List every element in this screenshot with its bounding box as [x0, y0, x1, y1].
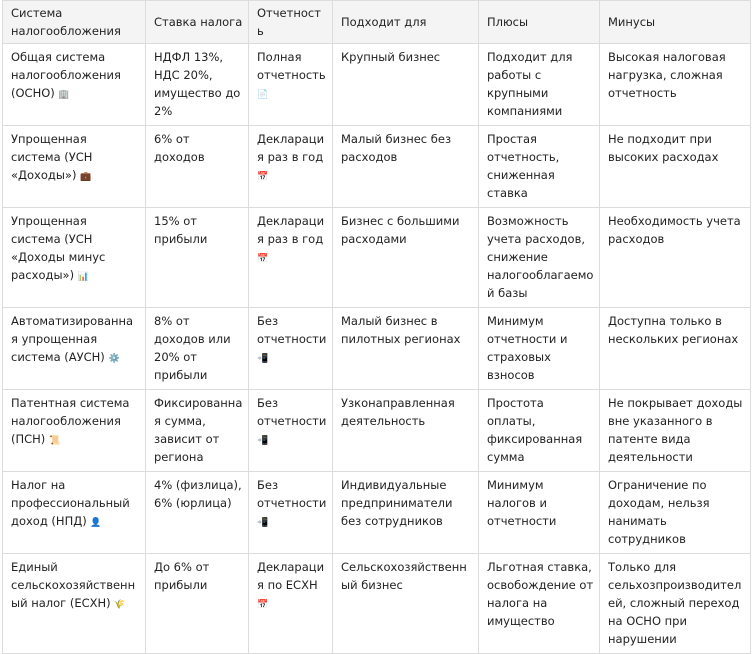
cell-rate: До 6% от прибыли [146, 554, 249, 654]
cell-pros: Возможность учета расходов, снижение налогооблагаемой базы [479, 208, 600, 308]
cell-cons: Ограничение по доходам, нельзя нанимать сотрудников [600, 472, 751, 554]
cell-rate: Фиксированная сумма, зависит от региона [146, 390, 249, 472]
system-label: Общая система налогообложения (ОСНО) [11, 50, 121, 100]
table-row [3, 44, 751, 126]
document-icon: 📄 [257, 90, 269, 100]
system-label: Налог на профессиональный доход (НПД) [11, 478, 130, 528]
cell-reporting [249, 44, 333, 126]
mobile-phone-icon: 📲 [257, 436, 269, 446]
system-label: Упрощенная система (УСН «Доходы минус расходы») [11, 214, 106, 282]
cell-system [3, 308, 146, 390]
system-label: Патентная система налогообложения (ПСН) [11, 396, 130, 446]
reporting-label: Без отчетности [257, 314, 327, 346]
calendar-icon: 📅 [257, 172, 269, 182]
reporting-label: Без отчетности [257, 478, 327, 510]
header-system: Система налогообложения [3, 1, 146, 44]
cell-cons: Только для сельхозпроизводителей, сложный переход на ОСНО при нарушении [600, 554, 751, 654]
cell-suitable: Бизнес с большими расходами [333, 208, 479, 308]
calendar-icon: 📅 [257, 254, 269, 264]
mobile-phone-icon: 📲 [257, 354, 269, 364]
cell-pros: Льготная ставка, освобождение от налога на имущество [479, 554, 600, 654]
system-label: Автоматизированная упрощенная система (АУСН) [11, 314, 134, 364]
reporting-label: Декларация раз в год [257, 214, 325, 246]
mobile-phone-icon: 📲 [257, 518, 269, 528]
cell-suitable: Крупный бизнес [333, 44, 479, 126]
cell-suitable: Сельскохозяйственный бизнес [333, 554, 479, 654]
cell-rate: 8% от доходов или 20% от прибыли [146, 308, 249, 390]
table-row [3, 472, 751, 554]
calendar-icon: 📅 [257, 600, 269, 610]
cell-rate: 15% от прибыли [146, 208, 249, 308]
cell-system [3, 390, 146, 472]
table-row [3, 208, 751, 308]
wheat-icon: 🌾 [114, 600, 126, 610]
header-suitable: Подходит для [333, 1, 479, 44]
reporting-label: Без отчетности [257, 396, 327, 428]
cell-cons: Доступна только в нескольких регионах [600, 308, 751, 390]
cell-suitable: Малый бизнес без расходов [333, 126, 479, 208]
cell-suitable: Индивидуальные предприниматели без сотрудников [333, 472, 479, 554]
table-row [3, 390, 751, 472]
cell-reporting [249, 126, 333, 208]
briefcase-icon: 💼 [80, 172, 92, 182]
cell-rate: 4% (физлица), 6% (юрлица) [146, 472, 249, 554]
cell-reporting [249, 308, 333, 390]
system-label: Единый сельскохозяйственный налог (ЕСХН) [11, 560, 136, 610]
cell-system [3, 44, 146, 126]
cell-suitable: Малый бизнес в пилотных регионах [333, 308, 479, 390]
header-pros: Плюсы [479, 1, 600, 44]
table-header-row [3, 1, 751, 44]
reporting-label: Декларация по ЕСХН [257, 560, 325, 592]
reporting-label: Декларация раз в год [257, 132, 325, 164]
cell-cons: Необходимость учета расходов [600, 208, 751, 308]
table-row [3, 308, 751, 390]
header-cons: Минусы [600, 1, 751, 44]
cell-reporting [249, 472, 333, 554]
reporting-label: Полная отчетность [257, 50, 326, 82]
cell-reporting [249, 554, 333, 654]
cell-cons: Не покрывает доходы вне указанного в патенте вида деятельности [600, 390, 751, 472]
system-label: Упрощенная система (УСН «Доходы») [11, 132, 93, 182]
building-icon: 🏢 [58, 90, 70, 100]
header-rate: Ставка налога [146, 1, 249, 44]
cell-reporting [249, 390, 333, 472]
cell-pros: Подходит для работы с крупными компаниями [479, 44, 600, 126]
cell-system [3, 554, 146, 654]
cell-pros: Простая отчетность, сниженная ставка [479, 126, 600, 208]
cell-system [3, 472, 146, 554]
cell-cons: Высокая налоговая нагрузка, сложная отчетность [600, 44, 751, 126]
header-reporting: Отчетность [249, 1, 333, 44]
cell-suitable: Узконаправленная деятельность [333, 390, 479, 472]
tax-systems-table [2, 0, 751, 654]
cell-rate: НДФЛ 13%, НДС 20%, имущество до 2% [146, 44, 249, 126]
person-icon: 👤 [90, 518, 102, 528]
cell-pros: Минимум налогов и отчетности [479, 472, 600, 554]
cell-rate: 6% от доходов [146, 126, 249, 208]
cell-reporting [249, 208, 333, 308]
cell-system [3, 208, 146, 308]
table-row [3, 126, 751, 208]
scroll-icon: 📜 [48, 436, 61, 446]
table-row [3, 554, 751, 654]
gear-icon: ⚙️ [108, 354, 120, 364]
cell-pros: Минимум отчетности и страховых взносов [479, 308, 600, 390]
cell-system [3, 126, 146, 208]
bar-chart-icon: 📊 [77, 272, 89, 282]
cell-cons: Не подходит при высоких расходах [600, 126, 751, 208]
cell-pros: Простота оплаты, фиксированная сумма [479, 390, 600, 472]
